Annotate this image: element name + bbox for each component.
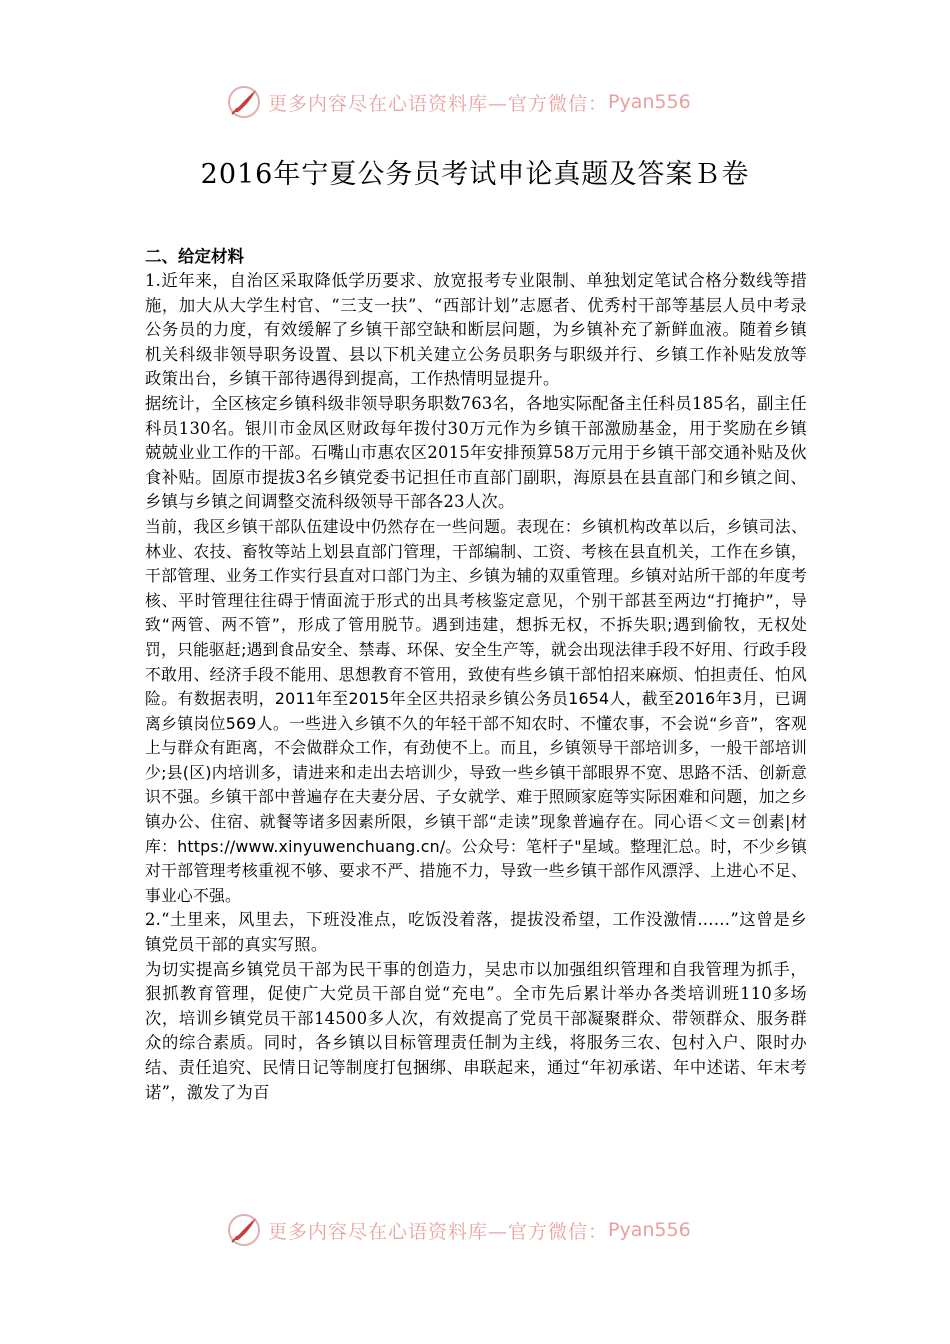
document-body <box>145 245 807 1105</box>
footer-watermark-banner <box>0 1210 950 1250</box>
quill-logo-icon <box>226 1212 262 1248</box>
paragraph-3: 当前，我区乡镇干部队伍建设中仍然存在一些问题。表现在：乡镇机构改革以后，乡镇司法、林业、农技、畜牧等站上划县直部门管理，干部编制、工资、考核在县直机关，工作在乡镇，干部管理、业务工作实行县直对口部门为主、乡镇为辅的双重管理。乡镇对站所干部的年度考核、平时管理往往碍于情面流于形式的出具考核鉴定意见，个别干部甚至两边“打掩护”，导致“两管、两不管”，形成了管用脱节。遇到违建，想拆无权，不拆失职;遇到偷牧，无权处罚，只能驱赶;遇到食品安全、禁毒、环保、安全生产等，就会出现法律手段不好用、行政手段不敢用、经济手段不能用、思想教育不管用，致使有些乡镇干部怕招来麻烦、怕担责任、怕风险。有数据表明，2011年至2015年全区共招录乡镇公务员1654人，截至2016年3月，已调离乡镇岗位569人。一些进入乡镇不久的年轻干部不知农时、不懂农事，不会说“乡音”，客观上与群众有距离，不会做群众工作，有劲使不上。而且，乡镇领导干部培训多，一般干部培训少;县(区)内培训多，请进来和走出去培训少，导致一些乡镇干部眼界不宽、思路不活、创新意识不强。乡镇干部中普遍存在夫妻分居、子女就学、难于照顾家庭等实际困难和问题，加之乡镇办公、住宿、就餐等诸多因素所限，乡镇干部“走读”现象普遍存在。同心语＜文＝创素|材库：https://www.xinyuwenchuang.cn/。公众号：笔杆子"星域。整理汇总。时，不少乡镇对干部管理考核重视不够、要求不严、措施不力，导致一些乡镇干部作风漂浮、上进心不足、事业心不强。 <box>145 516 807 905</box>
watermark-text: 更多内容尽在心语资料库—官方微信： <box>268 92 609 115</box>
paragraph-1: 1.近年来，自治区采取降低学历要求、放宽报考专业限制、单独划定笔试合格分数线等措施，加大从大学生村官、“三支一扶”、“西部计划”志愿者、优秀村干部等基层人员中考录公务员的力度，有效缓解了乡镇干部空缺和断层问题，为乡镇补充了新鲜血液。随着乡镇机关科级非领导职务设置、县以下机关建立公务员职务与职级并行、乡镇工作补贴发放等政策出台，乡镇干部待遇得到提高，工作热情明显提升。 <box>145 271 807 389</box>
watermark-text: 更多内容尽在心语资料库—官方微信： <box>268 1220 609 1243</box>
header-watermark-banner <box>0 82 950 122</box>
document-title: 2016年宁夏公务员考试申论真题及答案Ｂ卷 <box>200 159 750 190</box>
watermark-wechat-id: Pyan556 <box>608 91 691 113</box>
watermark-wechat-id: Pyan556 <box>608 1219 691 1241</box>
paragraph-2: 据统计，全区核定乡镇科级非领导职务职数763名，各地实际配备主任科员185名，副主任科员130名。银川市金凤区财政每年拨付30万元作为乡镇干部激励基金，用于奖励在乡镇兢兢业业工作的干部。石嘴山市惠农区2015年安排预算58万元用于乡镇干部交通补贴及伙食补贴。固原市提拔3名乡镇党委书记担任市直部门副职，海原县在县直部门和乡镇之间、乡镇与乡镇之间调整交流科级领导干部各23人次。 <box>145 393 807 512</box>
paragraph-5: 为切实提高乡镇党员干部为民干事的创造力，吴忠市以加强组织管理和自我管理为抓手，狠抓教育管理，促使广大党员干部自觉“充电”。全市先后累计举办各类培训班110多场次，培训乡镇党员干部14500多人次，有效提高了党员干部凝聚群众、带领群众、服务群众的综合素质。同时，各乡镇以目标管理责任制为主线，将服务三农、包村入户、限时办结、责任追究、民情日记等制度打包捆绑、串联起来，通过“年初承诺、年中述诺、年末考诺”，激发了为百 <box>145 959 807 1102</box>
paragraph-4: 2.“土里来，风里去，下班没准点，吃饭没着落，提拔没希望，工作没激情……”这曾是乡镇党员干部的真实写照。 <box>145 910 807 955</box>
section-heading: 二、给定材料 <box>145 247 244 266</box>
quill-logo-icon <box>226 84 262 120</box>
